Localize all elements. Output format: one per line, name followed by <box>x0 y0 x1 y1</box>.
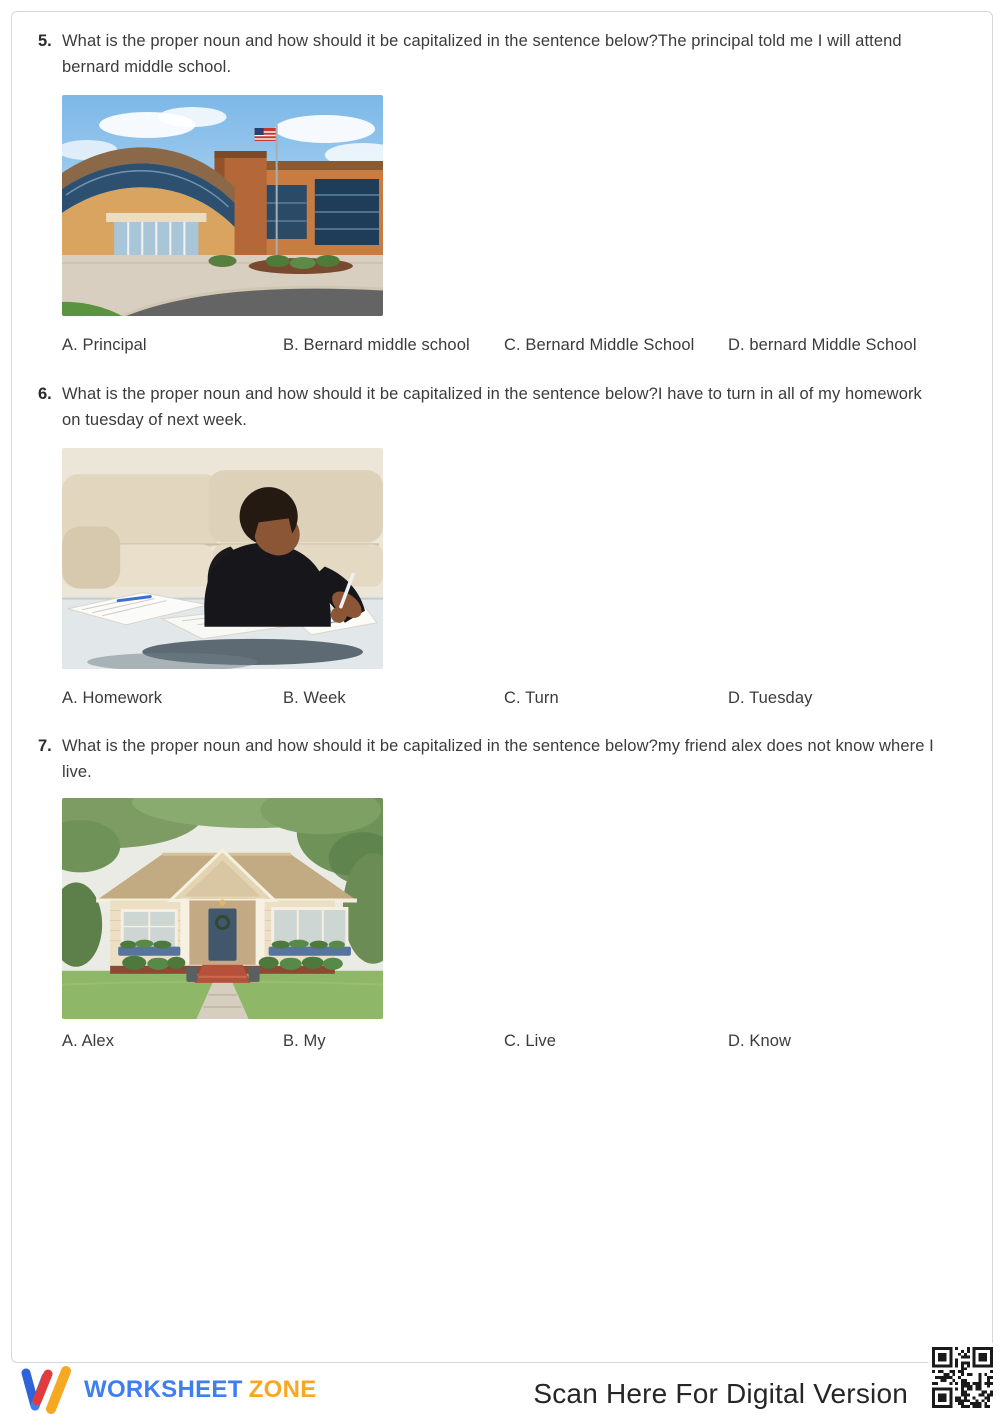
question-number: 7. <box>38 737 52 755</box>
option-d: D. Tuesday <box>728 689 813 707</box>
question-number: 5. <box>38 32 52 50</box>
scan-here-label: Scan Here For Digital Version <box>533 1378 908 1409</box>
qr-code <box>928 1343 997 1412</box>
worksheetzone-logo <box>18 1366 317 1414</box>
question-7 <box>38 733 942 785</box>
question-text: What is the proper noun and how should it be capitalized in the sentence below?The principal told me I will attend bernard middle school. <box>62 32 902 76</box>
worksheetzone-w-icon <box>18 1366 76 1414</box>
options-row-6 <box>62 686 962 710</box>
brand-word-zone: ZONE <box>248 1376 317 1403</box>
house-illustration <box>62 798 383 1019</box>
school-building-photo <box>62 95 383 316</box>
option-b: B. Week <box>283 689 346 707</box>
question-5 <box>38 28 942 80</box>
question-text: What is the proper noun and how should it be capitalized in the sentence below?my friend alex does not know where I live. <box>62 737 934 781</box>
option-a: A. Alex <box>62 1032 115 1050</box>
option-d: D. bernard Middle School <box>728 336 917 354</box>
option-a: A. Homework <box>62 689 163 707</box>
option-a: A. Principal <box>62 336 147 354</box>
options-row-5 <box>62 333 962 357</box>
option-b: B. Bernard middle school <box>283 336 470 354</box>
brand-word-worksheet: WORKSHEET <box>84 1376 243 1403</box>
option-d: D. Know <box>728 1032 792 1050</box>
option-b: B. My <box>283 1032 326 1050</box>
student-doing-homework-photo <box>62 448 383 669</box>
option-c: C. Turn <box>504 689 559 707</box>
student-illustration <box>62 448 383 669</box>
options-row-7 <box>62 1029 962 1053</box>
option-c: C. Live <box>504 1032 557 1050</box>
question-text: What is the proper noun and how should it be capitalized in the sentence below?I have to turn in all of my homework on tuesday of next week. <box>62 385 922 429</box>
question-number: 6. <box>38 385 52 403</box>
school-illustration <box>62 95 383 316</box>
house-photo <box>62 798 383 1019</box>
question-6 <box>38 381 942 433</box>
option-c: C. Bernard Middle School <box>504 336 695 354</box>
